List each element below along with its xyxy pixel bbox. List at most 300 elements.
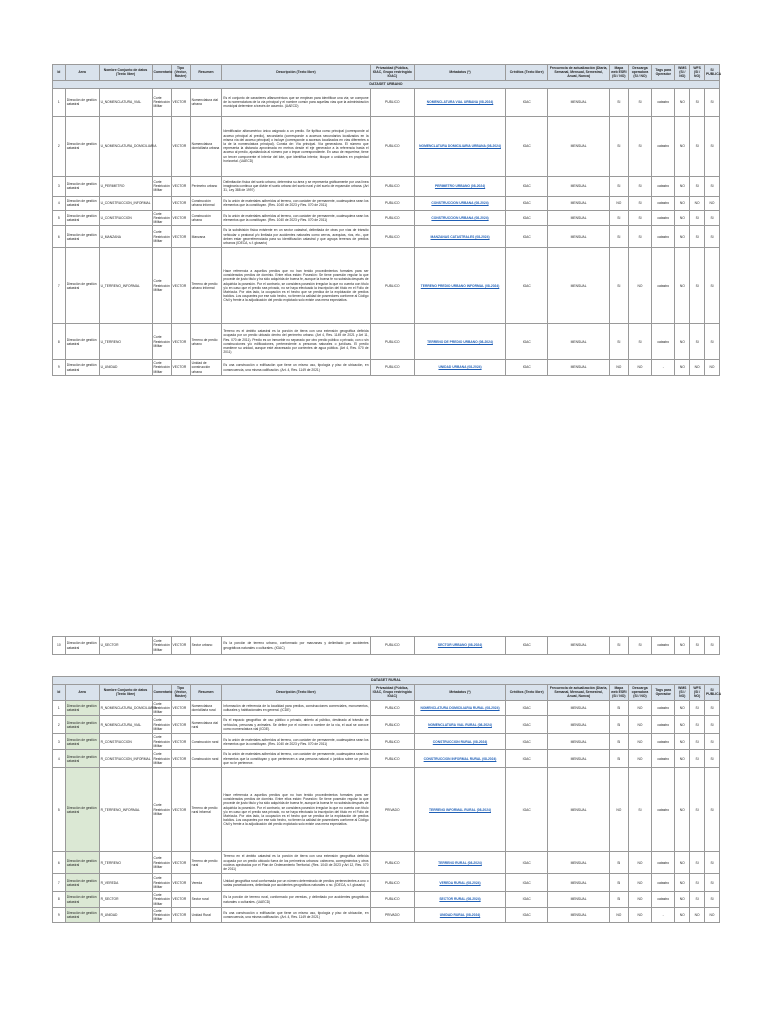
cell-nombre: R_VEREDA (99, 874, 152, 892)
cell-descripcion: Terreno en el ámbito catastral es la porción de tierra con una extensión geográfica definida ocupada por un predio ubicado fuera de los perímetros urbanos: cabecera, corregimientos y otros núcleos aprobados por el Plan de Ordenamiento Territorial. (Res. 1040 de 2023 y Art 12, Res. 070 de 2011) (222, 852, 370, 874)
table-row (53, 116, 720, 176)
cell-mapa: SI (609, 226, 628, 248)
cell-area: Dirección de gestión catastral (65, 768, 99, 852)
cell-wms: NO (675, 907, 690, 923)
cell-tags: catastro (652, 768, 675, 852)
urbano-header-cell: Nombre Conjunto de datos (Texto libre) (99, 65, 152, 81)
cell-comentario: Corte Restricción Militar (153, 908, 170, 922)
cell-tipo: VECTOR (171, 768, 190, 852)
cell-nombre: R_SECTOR (99, 892, 152, 908)
table-row (53, 716, 720, 734)
urbano-header-cell: Comentario (152, 65, 171, 81)
cell-descripcion: Unidad geográfica rural conformada por un número determinado de predios pertenecientes a uno o varias parcelaciones, delimitada por accidentes geográficos naturales o no. (IDECA, s.f. glosario) (222, 874, 370, 892)
cell-metadatos[interactable]: NOMENCLATURA DOMICILIARIA RURAL (08-2024) (415, 700, 506, 716)
cell-comentario: Corte Restricción Militar (153, 735, 170, 748)
cell-metadatos[interactable]: UNIDAD URBANA (08-2024) (415, 360, 506, 376)
cell-area: Dirección de gestión catastral (65, 210, 99, 226)
cell-frecuencia: MENSUAL (548, 176, 609, 196)
cell-tipo: VECTOR (171, 734, 190, 750)
cell-mapa: NO (609, 907, 628, 923)
cell-wms: NO (675, 360, 690, 376)
cell-tipo: VECTOR (171, 210, 190, 226)
cell-publica: SI (705, 852, 720, 874)
cell-metadatos[interactable]: CONSTRUCCION URBANA (08-2024) (415, 210, 506, 226)
cell-wms: NO (675, 248, 690, 324)
cell-mapa: SI (609, 716, 628, 734)
cell-wms: NO (675, 716, 690, 734)
cell-id: 6 (53, 852, 66, 874)
cell-comentario: Corte Restricción Militar (152, 88, 171, 116)
cell-wfs: SI (690, 892, 705, 908)
cell-resumen: Construcción rural (190, 734, 222, 750)
cell-metadatos[interactable]: SECTOR URBANO (08-2024) (415, 637, 506, 655)
cell-tipo: VECTOR (171, 248, 190, 324)
cell-mapa: SI (609, 88, 628, 116)
cell-metadatos[interactable]: CONSTRUCCION RURAL (08-2024) (415, 734, 506, 750)
table-row (53, 196, 720, 210)
cell-mapa: NO (609, 196, 628, 210)
cell-metadatos[interactable]: UNIDAD RURAL (08-2024) (415, 907, 506, 923)
cell-privacidad: PUBLICO (370, 716, 414, 734)
cell-mapa: NO (609, 360, 628, 376)
cell-wfs: SI (690, 637, 705, 655)
cell-wms: NO (675, 88, 690, 116)
cell-mapa: SI (609, 116, 628, 176)
cell-creditos: IGAC (506, 116, 548, 176)
cell-comentario: Corte Restricción Militar (152, 324, 171, 360)
cell-tags: catastro (652, 874, 675, 892)
cell-tipo: VECTOR (171, 750, 190, 768)
cell-mapa: SI (609, 852, 628, 874)
rural-header-cell: Descripción (Texto libre) (222, 685, 370, 701)
cell-descarga: NO (628, 750, 651, 768)
cell-frecuencia: MENSUAL (548, 196, 609, 210)
cell-privacidad: PUBLICO (370, 210, 414, 226)
cell-creditos: IGAC (506, 734, 548, 750)
cell-nombre: U_SECTOR (99, 637, 152, 655)
cell-tipo: VECTOR (171, 176, 190, 196)
rural-dataset-title-row (53, 677, 720, 685)
cell-creditos: IGAC (506, 700, 548, 716)
cell-comentario: Corte Restricción Militar (152, 852, 171, 874)
cell-creditos: IGAC (506, 196, 548, 210)
rural-header-row (53, 685, 720, 701)
cell-descarga: NO (628, 874, 651, 892)
cell-descarga: NO (628, 892, 651, 908)
cell-metadatos[interactable]: NOMENCLATURA VIAL URBANA (08-2024) (415, 88, 506, 116)
cell-privacidad: PUBLICO (370, 892, 414, 908)
table-row (53, 324, 720, 360)
cell-tipo: VECTOR (171, 637, 190, 655)
cell-metadatos[interactable]: CONSTRUCCION INFORMAL RURAL (08-2024) (415, 750, 506, 768)
cell-wms: NO (675, 637, 690, 655)
table-row (53, 88, 720, 116)
cell-nombre: U_CONSTRUCCION (99, 210, 152, 226)
rural-header-cell: Area (65, 685, 99, 701)
urbano-header-cell: WFS (SI / NO) (690, 65, 705, 81)
rural-header-cell: Tags para Operador (652, 685, 675, 701)
urbano-header-cell: Metadatos (*) (415, 65, 506, 81)
rural-header-cell: Frecuencia de actualización (Diaria, Semanal, Mensual, Semestral, Anual, Nunca) (549, 686, 608, 699)
cell-publica: SI (705, 637, 720, 655)
cell-area: Dirección de gestión catastral (65, 176, 99, 196)
table-row (53, 874, 720, 892)
table-row (53, 768, 720, 852)
table-row (53, 700, 720, 716)
urbano-header-cell: Tags para Operador (652, 65, 675, 81)
cell-area: Dirección de gestión catastral (65, 700, 99, 716)
cell-privacidad: PUBLICO (370, 700, 414, 716)
cell-wfs: SI (690, 88, 705, 116)
cell-nombre: U_TERRENO_INFORMAL (99, 248, 152, 324)
rural-header-cell: Privacidad (Pública, IGAC, Grupo restringido IGAC) (370, 685, 414, 701)
cell-nombre: R_CONSTRUCCION_INFORMAL (99, 750, 152, 768)
cell-privacidad: PUBLICO (370, 852, 414, 874)
cell-privacidad: PUBLICO (370, 360, 414, 376)
urbano-header-cell: Frecuencia de actualización (Diaria, Semanal, Mensual, Semestral, Anual, Nunca) (549, 66, 608, 79)
cell-wms: NO (675, 700, 690, 716)
rural-header-cell: Id (53, 685, 66, 701)
rural-table (52, 676, 720, 923)
cell-tags: catastro (652, 210, 675, 226)
cell-descripcion: Es la subdivisión física existente en un sector catastral, delimitada de otras por vías de tránsito vehicular o peatonal y/o limitada por accidentes naturales como cerros, acequias, ríos, etc., que deben estar georreferenciada para su identificación catastral y que agrupa terrenos de predios urbanos (IDECA, s.f. glosario) (222, 226, 370, 248)
cell-creditos: IGAC (506, 874, 548, 892)
cell-id: 3 (53, 176, 66, 196)
cell-area: Dirección de gestión catastral (65, 716, 99, 734)
cell-descripcion: Es el espacio geográfico de uso público o privado, abierto al público, destinado al tránsito de vehículos, personas y animales. Se define por el número o nombre de la vía, el cual se conoce como nomenclatura vial (ICDE). (222, 716, 370, 734)
cell-id: 1 (53, 700, 66, 716)
cell-comentario: Corte Restricción Militar (153, 211, 170, 225)
rural-header-cell: SI PUBLICA (705, 685, 720, 701)
cell-tipo: VECTOR (171, 226, 190, 248)
cell-privacidad: PUBLICO (370, 874, 414, 892)
cell-descripcion: Es la unión de materiales adheridos al terreno, con carácter de permanente, cualesquiera sean los elementos que la constituyan y que pertenecen a una persona natural o jurídica sobre un predio que no le pertenece. (222, 750, 370, 768)
cell-id: 9 (53, 360, 66, 376)
cell-tags: catastro (652, 196, 675, 210)
cell-mapa: SI (609, 210, 628, 226)
cell-resumen: Sector rural (190, 892, 222, 908)
cell-nombre: R_CONSTRUCCION (99, 734, 152, 750)
cell-id: 4 (53, 196, 66, 210)
cell-frecuencia: MENSUAL (548, 716, 609, 734)
cell-mapa: SI (609, 734, 628, 750)
urbano-header-cell: SI PUBLICA (705, 65, 720, 81)
cell-tipo: VECTOR (171, 892, 190, 908)
cell-publica: NO (705, 360, 720, 376)
cell-descripcion: Información de referencia de la localidad para predios, construcciones comerciales, monumentos, culturales y habitacionales en general. (ICDE) (222, 700, 370, 716)
cell-wms: NO (675, 852, 690, 874)
cell-area: Dirección de gestión catastral (65, 892, 99, 908)
urbano-table (52, 64, 720, 376)
cell-descripcion: Es el conjunto de caracteres alfanuméricos que se emplean para identificar una vía; se compone de la nomenclatura de la vía principal y el nombre común para aquellas vías que la administración municipal determine a través de acuerdo. (UAECD) (222, 88, 370, 116)
cell-mapa: SI (609, 637, 628, 655)
cell-publica: SI (705, 768, 720, 852)
cell-wms: NO (675, 734, 690, 750)
cell-descripcion: Hace referencia a aquellos predios que no han tenido procedimientos formales para ser considerados predios de dominio. Entre ellos están: Posesión: Se tiene posesión regular la que procede de justo título y ha sido adquirida de buena fe, aunque la buena fe no subsista después de adquirida la posesión. Por el contrario, se considera posesión irregular la que no cuenta con título y/o en caso que el predio sea privado, no se haya efectuado la inscripción del título en el Folio de Matrícula. Por otra lado, la ocupación es el hecho que se predica de la explotación de predios baldíos. Los ocupantes por ese solo hecho, no tienen la calidad de poseedores conforme al Código Civil y frente a la adjudicación del predio explotado solo existe una mera expectativa. (222, 768, 370, 852)
cell-privacidad: PRIVADO (370, 768, 414, 852)
cell-descarga: SI (628, 324, 651, 360)
urbano-dataset-title-row (53, 80, 720, 88)
cell-metadatos[interactable]: PERIMETRO URBANO (08-2024) (415, 176, 506, 196)
cell-metadatos[interactable]: NOMENCLATURA DOMICILIARIA URBANA (08-2024) (415, 116, 506, 176)
cell-privacidad: PUBLICO (370, 196, 414, 210)
cell-comentario: Corte Restricción Militar (153, 893, 170, 906)
cell-descarga: NO (628, 700, 651, 716)
cell-comentario: Corte Restricción Militar (153, 361, 170, 374)
rural-dataset-title: DATASET RURAL (53, 677, 720, 685)
cell-id: 9 (53, 907, 66, 923)
cell-descarga: NO (628, 907, 651, 923)
cell-wfs: SI (690, 210, 705, 226)
cell-wfs: SI (690, 700, 705, 716)
cell-tipo: VECTOR (171, 874, 190, 892)
cell-creditos: IGAC (506, 210, 548, 226)
cell-descripcion: Hace referencia a aquellos predios que no han tenido procedimientos formales para ser considerados predios de dominio. Entre ellos están: Posesión: Se tiene posesión regular la que procede de justo título y ha sido adquirida de buena fe, aunque la buena fe no subsista después de adquirida la posesión. Por el contrario, se considera posesión irregular la que no cuenta con título y/o en caso que el predio sea privado, no se haya efectuado la inscripción del título en el Folio de Matrícula. Por otra lado, la ocupación es el hecho que se predica de la explotación de predios baldíos. Los ocupantes por ese solo hecho, no tienen la calidad de poseedores conforme al Código Civil y frente a la adjudicación del predio explotado solo existe una mera expectativa. (222, 248, 370, 324)
cell-wms: NO (675, 226, 690, 248)
cell-id: 8 (53, 892, 66, 908)
cell-privacidad: PUBLICO (370, 116, 414, 176)
cell-frecuencia: MENSUAL (548, 852, 609, 874)
cell-tipo: VECTOR (171, 716, 190, 734)
cell-publica: NO (705, 196, 720, 210)
cell-publica: SI (705, 88, 720, 116)
cell-resumen: Terreno de predio urbano (190, 324, 222, 360)
rural-header-cell: Tipo (Vector, Ráster) (171, 685, 190, 701)
urbano-continuation-section (52, 636, 720, 655)
cell-resumen: Nomenclatura domiciliaria urbana (190, 116, 222, 176)
rural-section (52, 676, 720, 923)
cell-tags: - (652, 360, 675, 376)
cell-creditos: IGAC (506, 324, 548, 360)
cell-frecuencia: MENSUAL (548, 360, 609, 376)
urbano-header-row (53, 65, 720, 81)
cell-creditos: IGAC (506, 637, 548, 655)
rural-header-cell: Resumen (190, 685, 222, 701)
cell-frecuencia: MENSUAL (548, 210, 609, 226)
cell-nombre: R_NOMENCLATURA_VIAL (99, 716, 152, 734)
cell-descarga: NO (628, 248, 651, 324)
cell-frecuencia: MENSUAL (548, 892, 609, 908)
cell-publica: SI (705, 716, 720, 734)
cell-nombre: U_NOMENCLATURA_DOMICILIARIA (99, 116, 152, 176)
cell-tipo: VECTOR (171, 324, 190, 360)
cell-metadatos[interactable]: TERRENO RURAL (08-2024) (415, 852, 506, 874)
cell-metadatos[interactable]: CONSTRUCCION URBANA (08-2024) (415, 196, 506, 210)
cell-wfs: SI (690, 750, 705, 768)
table-row (53, 892, 720, 908)
cell-comentario: Corte Restricción Militar (152, 874, 171, 892)
rural-header-cell: Nombre Conjunto de datos (Texto libre) (99, 685, 152, 701)
cell-nombre: U_UNIDAD (99, 360, 152, 376)
cell-metadatos[interactable]: TERRENO PREDIO URBANO INFORMAL (08-2024) (415, 248, 506, 324)
table-row (53, 852, 720, 874)
rural-header-cell: WMS (SI / NO) (675, 685, 690, 701)
cell-area: Dirección de gestión catastral (65, 360, 99, 376)
cell-creditos: IGAC (506, 88, 548, 116)
cell-tags: catastro (652, 637, 675, 655)
cell-resumen: Construcción urbana (190, 210, 222, 226)
cell-area: Dirección de gestión catastral (65, 324, 99, 360)
cell-privacidad: PUBLICO (370, 734, 414, 750)
urbano-dataset-title: DATASET URBANO (53, 80, 720, 88)
cell-nombre: R_NOMENCLATURA_DOMICILIARIA (99, 700, 152, 716)
cell-frecuencia: MENSUAL (548, 226, 609, 248)
cell-wfs: NO (690, 907, 705, 923)
cell-publica: NO (705, 907, 720, 923)
cell-descarga: SI (628, 88, 651, 116)
cell-frecuencia: MENSUAL (548, 637, 609, 655)
cell-tags: catastro (652, 88, 675, 116)
cell-comentario: Corte Restricción Militar (152, 226, 171, 248)
cell-publica: SI (705, 750, 720, 768)
cell-creditos: IGAC (506, 716, 548, 734)
cell-id: 2 (53, 116, 66, 176)
cell-creditos: IGAC (506, 360, 548, 376)
cell-creditos: IGAC (506, 750, 548, 768)
cell-tipo: VECTOR (171, 852, 190, 874)
cell-area: Dirección de gestión catastral (65, 874, 99, 892)
cell-area: Dirección de gestión catastral (65, 852, 99, 874)
cell-metadatos[interactable]: NOMENCLATURA VIAL RURAL (08-2024) (415, 716, 506, 734)
cell-tags: catastro (652, 700, 675, 716)
cell-frecuencia: MENSUAL (548, 768, 609, 852)
cell-publica: SI (705, 324, 720, 360)
cell-wms: NO (675, 196, 690, 210)
cell-wfs: SI (690, 248, 705, 324)
cell-resumen: Vereda (190, 874, 222, 892)
cell-descarga: NO (628, 360, 651, 376)
table-row (53, 637, 720, 655)
cell-descripcion: Es una construcción o edificación que tiene un mismo uso, tipología y piso de ubicación, en consecuencia, una misma calificación. (Art. 4, Res. 1149 de 2021) (222, 360, 370, 376)
cell-area: Dirección de gestión catastral (65, 226, 99, 248)
cell-descripcion: Es la unión de materiales adheridos al terreno, con carácter de permanente, cualesquiera sean los elementos que la constituyan. (Res. 1040 de 2023 y Res. 070 de 2011) (222, 210, 370, 226)
cell-metadatos[interactable]: TERRENO INFORMAL RURAL (08-2024) (415, 768, 506, 852)
cell-nombre: U_CONSTRUCCION_INFORMAL (99, 196, 152, 210)
cell-frecuencia: MENSUAL (548, 874, 609, 892)
urbano-header-cell: Mapa web ESRI (SI / NO) (611, 66, 627, 79)
cell-wfs: NO (690, 360, 705, 376)
cell-wms: NO (675, 892, 690, 908)
cell-id: 6 (53, 226, 66, 248)
urbano-header-cell: WMS (SI / NO) (675, 65, 690, 81)
cell-nombre: U_PERIMETRO (99, 176, 152, 196)
cell-wms: NO (675, 176, 690, 196)
cell-area: Dirección de gestión catastral (65, 196, 99, 210)
cell-tipo: VECTOR (171, 116, 190, 176)
cell-wfs: SI (690, 324, 705, 360)
cell-tags: catastro (652, 226, 675, 248)
cell-tags: catastro (652, 852, 675, 874)
cell-id: 4 (53, 750, 66, 768)
urbano-header-cell: Créditos (Texto libre) (506, 65, 548, 81)
cell-area: Dirección de gestión catastral (65, 88, 99, 116)
cell-resumen: Sector urbano (190, 637, 222, 655)
table-row (53, 210, 720, 226)
table-row (53, 248, 720, 324)
cell-mapa: SI (609, 892, 628, 908)
cell-comentario: Corte Restricción Militar (152, 768, 171, 852)
urbano-header-cell: Area (65, 65, 99, 81)
cell-descripcion: Es la unión de materiales adheridos al terreno, con carácter de permanente, cualesquiera sean los elementos que la constituyan. (Res. 1040 de 2023 y Res. 070 de 2011) (222, 734, 370, 750)
cell-creditos: IGAC (506, 248, 548, 324)
cell-privacidad: PUBLICO (370, 248, 414, 324)
cell-metadatos[interactable]: MANZANAS CATASTRALES (08-2024) (415, 226, 506, 248)
cell-metadatos[interactable]: SECTOR RURAL (08-2024) (415, 892, 506, 908)
cell-creditos: IGAC (506, 226, 548, 248)
cell-tags: catastro (652, 892, 675, 908)
cell-descarga: NO (628, 852, 651, 874)
cell-privacidad: PUBLICO (370, 324, 414, 360)
cell-nombre: U_TERRENO (99, 324, 152, 360)
cell-descripcion: Es la unión de materiales adheridos al terreno, con carácter de permanente, cualesquiera sean los elementos que la constituyan. (Res. 1040 de 2023 y Res. 070 de 2011) (222, 196, 370, 210)
cell-wms: NO (675, 768, 690, 852)
rural-header-cell: Descarga operadora (SI / NO) (628, 685, 651, 701)
cell-wfs: SI (690, 852, 705, 874)
cell-descarga: SI (628, 768, 651, 852)
cell-tags: catastro (652, 176, 675, 196)
table-row (53, 176, 720, 196)
cell-descarga: SI (628, 637, 651, 655)
cell-descarga: NO (628, 734, 651, 750)
cell-publica: SI (705, 734, 720, 750)
cell-area: Dirección de gestión catastral (65, 248, 99, 324)
cell-wms: NO (675, 874, 690, 892)
cell-mapa: SI (609, 700, 628, 716)
cell-id: 7 (53, 874, 66, 892)
cell-frecuencia: MENSUAL (548, 248, 609, 324)
cell-nombre: R_UNIDAD (99, 907, 152, 923)
cell-nombre: U_NOMENCLATURA_VIAL (99, 88, 152, 116)
rural-header-cell: Créditos (Texto libre) (506, 685, 548, 701)
cell-frecuencia: MENSUAL (548, 750, 609, 768)
cell-comentario: Corte Restricción Militar (152, 248, 171, 324)
cell-publica: SI (705, 226, 720, 248)
cell-mapa: SI (609, 176, 628, 196)
cell-wfs: SI (690, 768, 705, 852)
cell-publica: SI (705, 210, 720, 226)
cell-metadatos[interactable]: VEREDA RURAL (08-2024) (415, 874, 506, 892)
cell-comentario: Corte Restricción Militar (153, 701, 170, 715)
cell-mapa: SI (609, 750, 628, 768)
cell-frecuencia: MENSUAL (548, 324, 609, 360)
cell-descarga: SI (628, 116, 651, 176)
cell-creditos: IGAC (506, 768, 548, 852)
cell-descarga: SI (628, 176, 651, 196)
cell-resumen: Nomenclatura vial rural (190, 716, 222, 734)
cell-creditos: IGAC (506, 852, 548, 874)
cell-area: Dirección de gestión catastral (65, 734, 99, 750)
cell-id: 5 (53, 768, 66, 852)
cell-wms: NO (675, 116, 690, 176)
cell-wfs: SI (690, 176, 705, 196)
cell-metadatos[interactable]: TERRENO DE PREDIO URBANO (08-2024) (415, 324, 506, 360)
cell-wfs: NO (690, 196, 705, 210)
cell-descripcion: Es la porción de terreno urbano, conformado por manzanas y delimitado por accidentes geográficos naturales o culturales. (IGAC) (222, 637, 370, 655)
cell-descripcion: Terreno es el ámbito catastral es la porción de tierra con una extensión geográfica definida ocupada por un predio ubicado dentro del perímetro urbano. (Art 4, Res. 1149 de 2021 y Art 11, Res. 070 de 2011). Predio es un inmueble no separado por otro predio público o privado, con o sin construcciones y/o edificaciones, perteneciente a personas naturales o jurídicas. El predio mantiene su unidad, aunque esté atravesado por corrientes de agua pública. (Art 4, Res. 070 de 2011) (222, 324, 370, 360)
cell-wms: NO (675, 750, 690, 768)
cell-comentario: Corte Restricción Militar (152, 637, 171, 655)
cell-tags: catastro (652, 750, 675, 768)
cell-tipo: VECTOR (171, 360, 190, 376)
cell-wfs: SI (690, 874, 705, 892)
rural-header-cell: Comentario (152, 685, 171, 701)
cell-descripcion: Es una construcción o edificación que tiene un mismo uso, tipología y piso de ubicación, en consecuencia, una misma calificación. (Art. 4, Res. 1149 de 2021) (222, 907, 370, 923)
cell-frecuencia: MENSUAL (548, 116, 609, 176)
cell-resumen: Construcción urbana informal (190, 196, 222, 210)
cell-tags: catastro (652, 324, 675, 360)
urbano-header-cell: Tipo (Vector, Ráster) (171, 65, 190, 81)
cell-tags: catastro (652, 248, 675, 324)
